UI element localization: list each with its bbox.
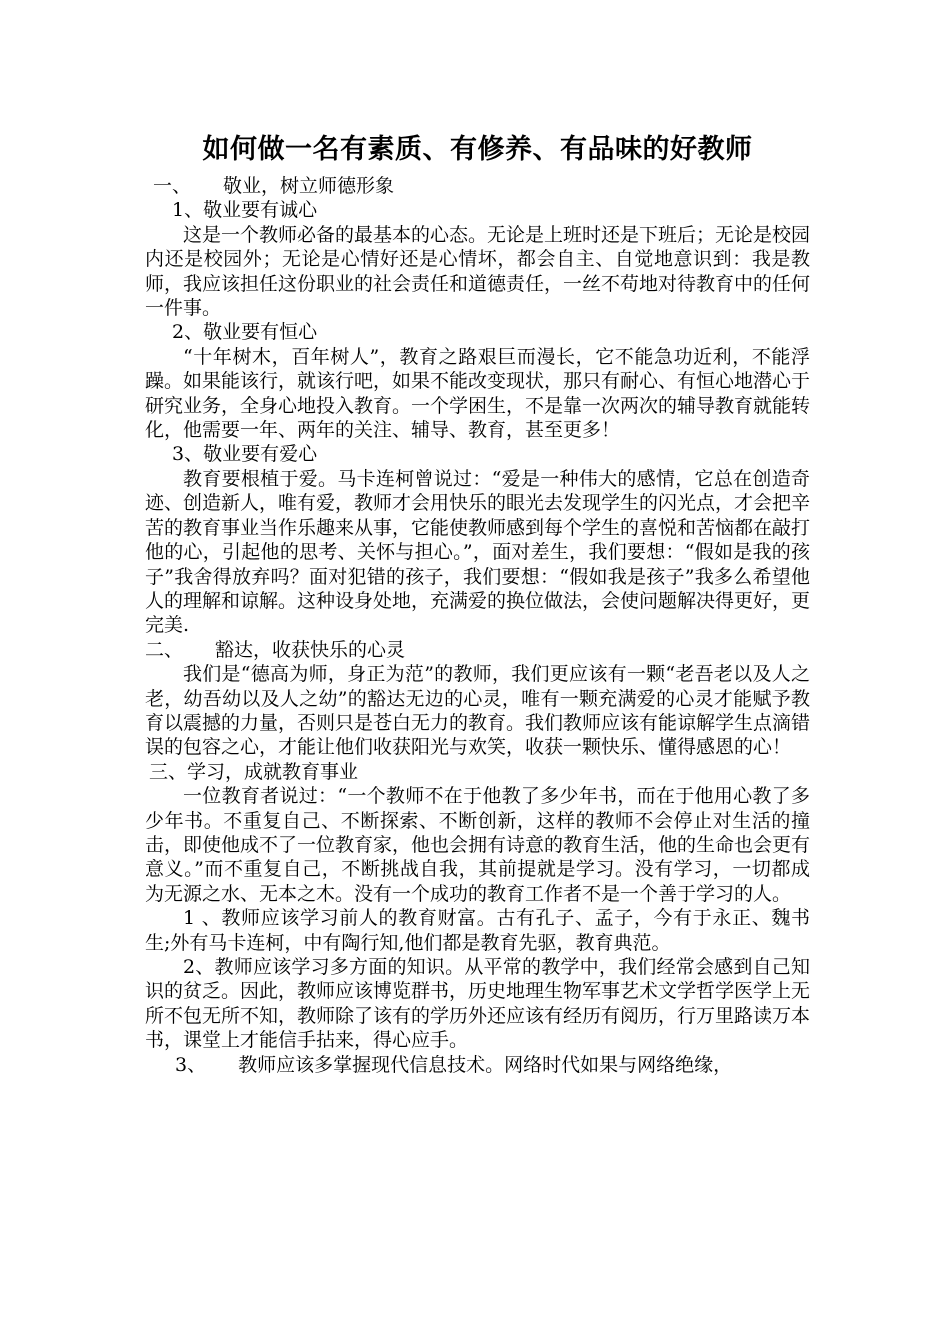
item-3-3-text: 教师应该多掌握现代信息技术。网络时代如果与网络绝缘， <box>238 1053 733 1076</box>
section-2-body: 我们是“德高为师，身正为范”的教师，我们更应该有一颗“老吾老以及人之老，幼吾幼以及人之幼”的豁达无边的心灵，唯有一颗充满爱的心灵才能赋予教育以震撼的力量，否则只是苍白无力的教育。我们教师应该有能谅解学生点滴错误的包容之心，才能让他们收获阳光与欢笑，收获一颗快乐、懂得感恩的心！ <box>145 663 811 759</box>
item-3-3 <box>145 1053 810 1077</box>
section-1-title: 敬业，树立师德形象 <box>223 175 395 197</box>
item-1-2-heading: 2、敬业要有恒心 <box>172 321 318 344</box>
section-1-heading <box>145 174 810 198</box>
document-title: 如何做一名有素质、有修养、有品味的好教师 <box>202 134 753 165</box>
section-2-heading <box>145 638 810 662</box>
item-1-1-heading: 1、敬业要有诚心 <box>172 199 318 222</box>
section-2-title: 豁达，收获快乐的心灵 <box>215 638 406 661</box>
section-3-intro: 一位教育者说过：“一个教师不在于他教了多少年书，而在于他用心教了多少年书。不重复自己、不断探索、不断创新，这样的教师不会停止对生活的撞击，即使他成不了一位教育家，他也会拥有诗意的教育生活，他的生命也会更有意义。”而不重复自己，不断挑战自我，其前提就是学习。没有学习，一切都成为无源之水、无本之木。没有一个成功的教育工作者不是一个善于学习的人。 <box>145 785 811 905</box>
section-1-number: 一、 <box>153 175 192 197</box>
item-1-3-heading: 3、敬业要有爱心 <box>172 443 318 466</box>
item-3-3-number: 3、 <box>175 1053 207 1076</box>
item-1-3-body: 教育要根植于爱。马卡连柯曾说过：“爱是一种伟大的感情，它总在创造奇迹、创造新人，唯有爱，教师才会用快乐的眼光去发现学生的闪光点，才会把辛苦的教育事业当作乐趣来从事，它能使教师感到每个学生的喜悦和苦恼都在敲打他的心，引起他的思考、关怀与担心。”，面对差生，我们要想：“假如是我的孩子”我舍得放弃吗？面对犯错的孩子，我们要想：“假如我是孩子”我多么希望他人的理解和谅解。这种设身处地，充满爱的换位做法，会使问题解决得更好，更完美. <box>145 467 811 637</box>
section-3-heading: 三、学习，成就教育事业 <box>149 760 359 783</box>
item-3-2: 2、教师应该学习多方面的知识。从平常的教学中，我们经常会感到自己知识的贫乏。因此，教师应该博览群书，历史地理生物军事艺术文学哲学医学上无所不包无所不知，教师除了该有的学历外还应该有经历有阅历，行万里路读万本书，课堂上才能信手拈来，得心应手。 <box>145 956 811 1052</box>
document-page <box>145 128 810 1077</box>
item-1-1-body: 这是一个教师必备的最基本的心态。无论是上班时还是下班后；无论是校园内还是校园外；无论是心情好还是心情坏，都会自主、自觉地意识到：我是教师，我应该担任这份职业的社会责任和道德责任，一丝不苟地对待教育中的任何一件事。 <box>145 223 811 320</box>
section-2-number: 二、 <box>145 638 184 661</box>
item-1-2-body: “十年树木，百年树人”，教育之路艰巨而漫长，它不能急功近利，不能浮躁。如果能该行，就该行吧，如果不能改变现状，那只有耐心、有恒心地潜心于研究业务，全身心地投入教育。一个学困生，不是靠一次两次的辅导教育就能转化，他需要一年、两年的关注、辅导、教育，甚至更多！ <box>145 345 811 442</box>
item-3-1: 1 、教师应该学习前人的教育财富。古有孔子、孟子，今有于永正、魏书生;外有马卡连柯，中有陶行知,他们都是教育先驱，教育典范。 <box>145 907 810 954</box>
